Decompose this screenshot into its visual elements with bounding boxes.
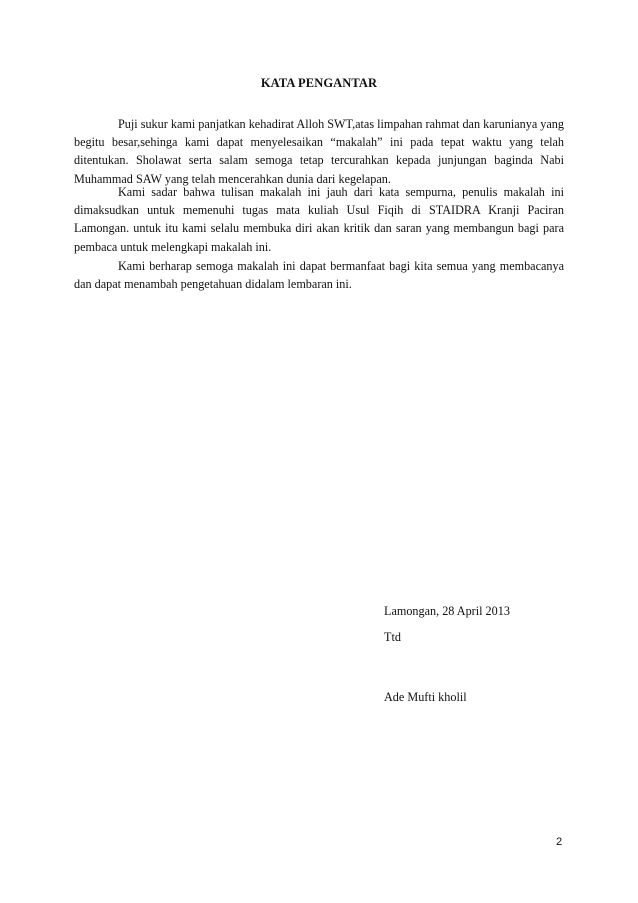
paragraph-3: Kami berharap semoga makalah ini dapat bermanfaat bagi kita semua yang membacanya dan dapat menambah pengetahuan didalam lembaran ini. — [74, 259, 564, 292]
signature-name: Ade Mufti kholil — [384, 690, 467, 704]
page-title: KATA PENGANTAR — [260, 76, 378, 90]
signature-ttd: Ttd — [384, 630, 401, 644]
signature-place-date: Lamongan, 28 April 2013 — [384, 604, 510, 618]
page-number: 2 — [556, 836, 563, 848]
paragraph-1: Puji sukur kami panjatkan kehadirat Alloh SWT,atas limpahan rahmat dan karunianya yang begitu besar,sehinga kami dapat menyelesaikan “makalah” ini pada tepat waktu yang telah ditentukan. Sholawat serta salam semoga tetap tercurahkan kepada junjungan baginda Nabi Muhammad SAW yang telah mencerahkan dunia dari kegelapan. — [74, 117, 564, 186]
paragraph-2: Kami sadar bahwa tulisan makalah ini jauh dari kata sempurna, penulis makalah ini dimaksudkan untuk memenuhi tugas mata kuliah Usul Fiqih di STAIDRA Kranji Paciran Lamongan. untuk itu kami selalu membuka diri akan kritik dan saran yang membangun bagi para pembaca untuk melengkapi makalah ini. — [74, 185, 564, 254]
